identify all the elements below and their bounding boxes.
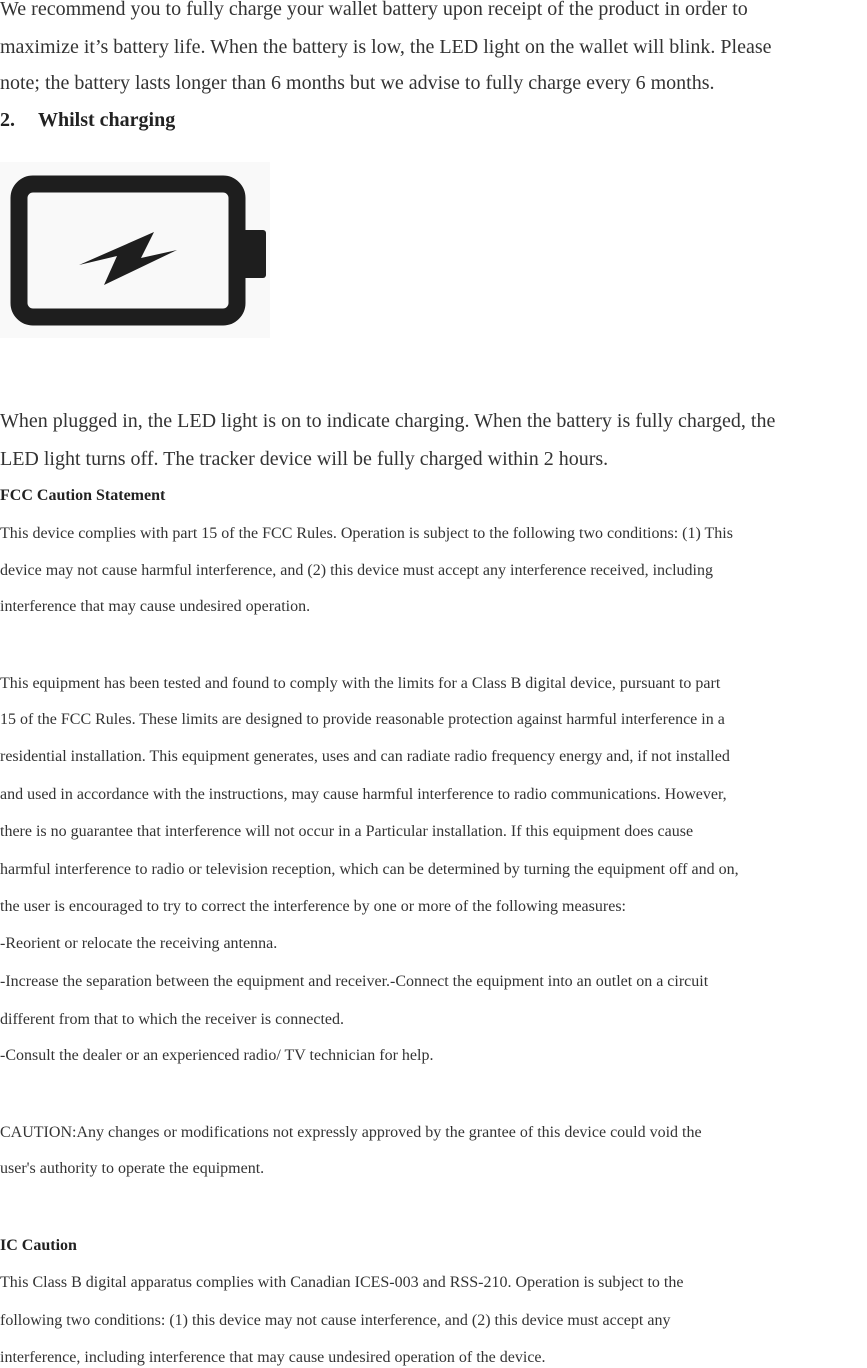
charging-text-line: LED light turns off. The tracker device will be fully charged within 2 hours. — [0, 448, 609, 470]
fcc-measure-line: -Consult the dealer or an experienced radio/ TV technician for help. — [0, 1047, 434, 1064]
charging-text-line: When plugged in, the LED light is on to indicate charging. When the battery is fully charged, the — [0, 410, 776, 432]
fcc-para1-line: interference that may cause undesired operation. — [0, 598, 311, 615]
ic-title: IC Caution — [0, 1237, 77, 1254]
intro-line: note; the battery lasts longer than 6 months but we advise to fully charge every 6 months. — [0, 72, 715, 94]
fcc-caution-line: CAUTION:Any changes or modifications not expressly approved by the grantee of this device could void the — [0, 1124, 702, 1141]
fcc-measure-line: -Reorient or relocate the receiving antenna. — [0, 935, 278, 952]
fcc-caution-line: user's authority to operate the equipment. — [0, 1160, 265, 1177]
intro-line: maximize it’s battery life. When the battery is low, the LED light on the wallet will blink. Please — [0, 36, 772, 58]
fcc-para2-line: the user is encouraged to try to correct the interference by one or more of the following measures: — [0, 898, 626, 915]
fcc-measure-line: different from that to which the receiver is connected. — [0, 1011, 345, 1028]
fcc-para2-line: residential installation. This equipment generates, uses and can radiate radio frequency energy and, if not installed — [0, 748, 730, 765]
battery-charging-icon — [0, 162, 270, 338]
fcc-measure-line: -Increase the separation between the equipment and receiver.-Connect the equipment into an outlet on a circuit — [0, 973, 709, 990]
fcc-title: FCC Caution Statement — [0, 487, 166, 504]
ic-para-line: interference, including interference that may cause undesired operation of the device. — [0, 1349, 546, 1366]
intro-line: We recommend you to fully charge your wallet battery upon receipt of the product in order to — [0, 0, 748, 20]
fcc-para2-line: there is no guarantee that interference will not occur in a Particular installation. If this equipment does cause — [0, 823, 694, 840]
fcc-para2-line: and used in accordance with the instructions, may cause harmful interference to radio communications. However, — [0, 786, 727, 803]
ic-para-line: following two conditions: (1) this device may not cause interference, and (2) this device must accept any — [0, 1312, 671, 1329]
fcc-para1-line: This device complies with part 15 of the FCC Rules. Operation is subject to the following two conditions: (1) This — [0, 525, 733, 542]
fcc-para2-line: harmful interference to radio or television reception, which can be determined by turning the equipment off and on, — [0, 861, 739, 878]
fcc-para1-line: device may not cause harmful interference, and (2) this device must accept any interference received, including — [0, 562, 713, 579]
section-title: Whilst charging — [38, 109, 176, 131]
fcc-para2-line: This equipment has been tested and found to comply with the limits for a Class B digital device, pursuant to part — [0, 675, 721, 692]
fcc-para2-line: 15 of the FCC Rules. These limits are designed to provide reasonable protection against harmful interference in a — [0, 711, 725, 728]
section-number: 2. — [0, 109, 15, 131]
ic-para-line: This Class B digital apparatus complies with Canadian ICES-003 and RSS-210. Operation is subject to the — [0, 1274, 684, 1291]
